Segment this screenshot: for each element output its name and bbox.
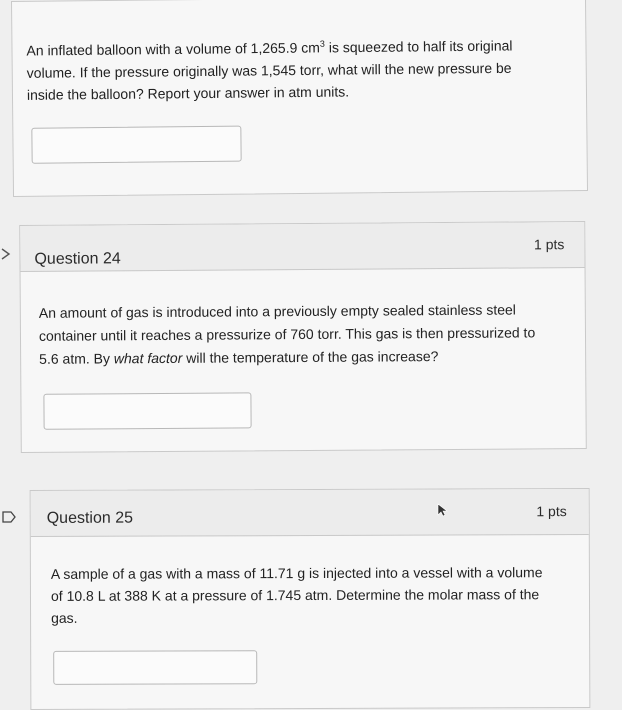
question-25-card — [30, 488, 591, 710]
question-25-points: 1 pts — [536, 503, 567, 520]
question-25-answer-input[interactable] — [53, 650, 257, 685]
flag-icon[interactable] — [2, 511, 16, 523]
question-23-answer-input[interactable] — [31, 126, 241, 164]
question-24-card — [19, 221, 587, 453]
chevron-right-icon[interactable] — [0, 248, 12, 260]
question-24-header — [20, 222, 584, 272]
question-23-card — [11, 0, 588, 197]
question-25-header — [31, 489, 589, 537]
question-24-answer-input[interactable] — [43, 392, 251, 429]
question-25-title: Question 25 — [46, 509, 134, 527]
question-25-text: A sample of a gas with a mass of 11.71 g is injected into a vessel with a volume of 10.8 L at 388 K at a pressure of 1.745 atm. Determine the molar mass of the gas. — [50, 564, 543, 626]
question-24-text: An amount of gas is introduced into a previously empty sealed stainless steel container until it reaches a pressurize of 760 torr. This gas is then pressurized to 5.6 atm. By what factor will the temperature of the gas increase? — [38, 301, 536, 367]
question-24-points: 1 pts — [533, 236, 565, 253]
question-24-title: Question 24 — [34, 250, 121, 268]
mouse-cursor-icon — [437, 503, 449, 517]
question-23-text: An inflated balloon with a volume of 1,265.9 $cm^3$ is squeezed to half its original volume. If the pressure originally was 1,545 torr, what will the new pressure be inside the balloon? Report your answer in atm units. — [26, 37, 513, 103]
